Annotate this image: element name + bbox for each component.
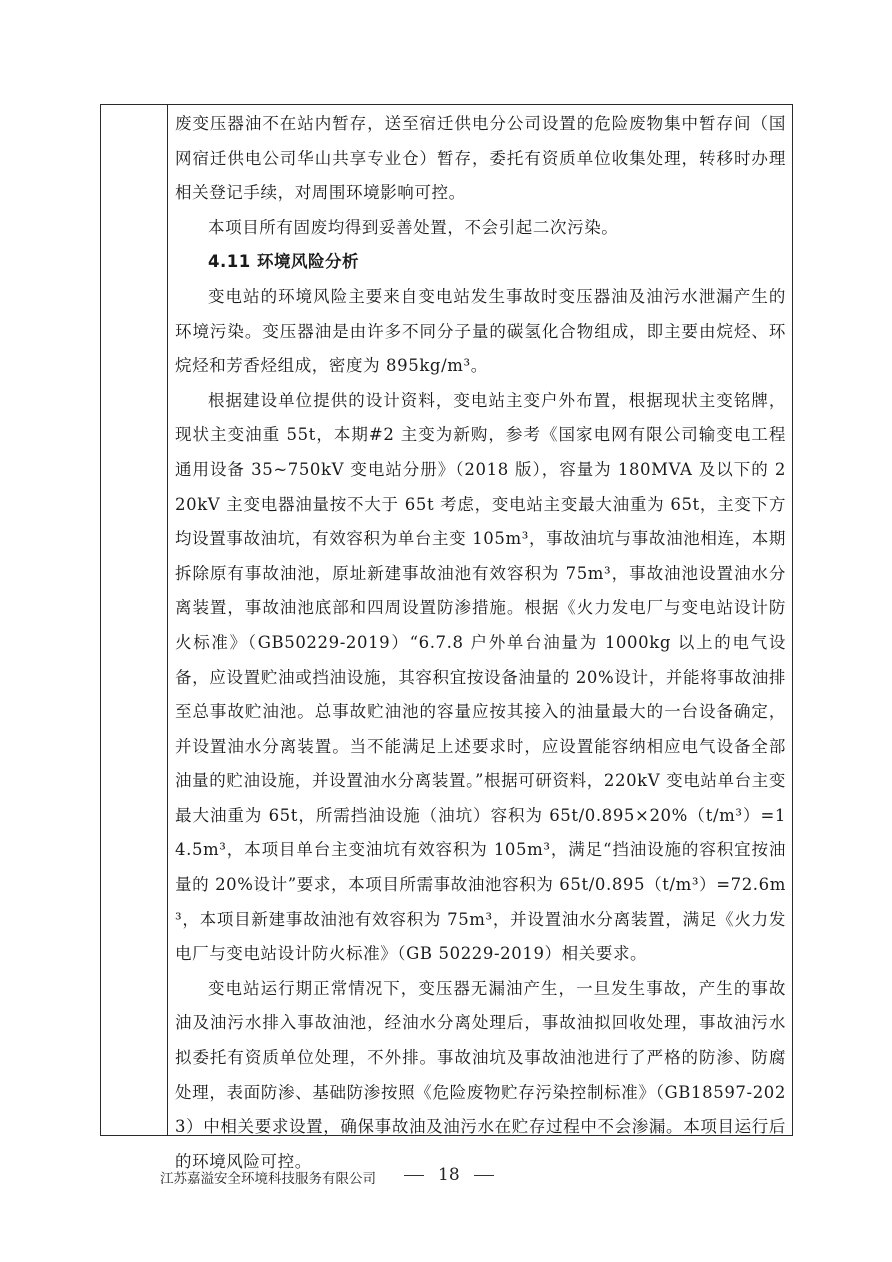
paragraph-operation-risk: 变电站运行期正常情况下，变压器无漏油产生，一旦发生事故，产生的事故油及油污水排入事故油池，经油水分离处理后，事故油拟回收处理，事故油污水拟委托有资质单位处理，不外排。事故油坑及事故油池进行了严格的防渗、防腐处理，表面防渗、基础防渗按照《危险废物贮存污染控制标准》（GB18597-2023）中相关要求设置，确保事故油及油污水在贮存过程中不会渗漏。本项目运行后的环境风险可控。 — [175, 978, 786, 1171]
content-table — [100, 104, 793, 1171]
page-footer — [0, 1163, 892, 1193]
page-number-value: 18 — [438, 1165, 460, 1185]
dash-right — [474, 1175, 494, 1176]
paragraph-risk-source: 变电站的环境风险主要来自变电站发生事故时变压器油及油污水泄漏产生的环境污染。变压器油是由许多不同分子量的碳氢化合物组成，即主要由烷烃、环烷烃和芳香烃组成，密度为 895kg/m³。 — [175, 286, 786, 376]
dash-left — [404, 1175, 424, 1176]
table-left-column — [101, 105, 168, 1135]
footer-company-name: 江苏嘉溢安全环境科技服务有限公司 — [160, 1171, 376, 1187]
table-content-cell — [175, 107, 786, 1179]
paragraph-hazardous-waste: 废变压器油不在站内暂存，送至宿迁供电分公司设置的危险废物集中暂存间（国网宿迁供电公司华山共享专业仓）暂存，委托有资质单位收集处理，转移时办理相关登记手续，对周围环境影响可控。 — [175, 114, 786, 203]
section-heading-risk-analysis: 4.11 环境风险分析 — [208, 252, 359, 272]
paragraph-solid-waste-summary: 本项目所有固废均得到妥善处置，不会引起二次污染。 — [208, 217, 619, 237]
paragraph-design-data: 根据建设单位提供的设计资料，变电站主变户外布置，根据现状主变铭牌，现状主变油重 55t，本期#2 主变为新购，参考《国家电网有限公司输变电工程通用设备 35~750kV 变电站分册》（2018 版），容量为 180MVA 及以下的 220kV 主变电器油量按不大于 65t 考虑，变电站主变最大油重为 65t，主变下方均设置事故油坑，有效容积为单台主变 105m³，事故油坑与事故油池相连，本期拆除原有事故油池，原址新建事故油池有效容积为 75m³，事故油池设置油水分离装置，事故油池底部和四周设置防渗措施。根据《火力发电厂与变电站设计防火标准》（GB50229-2019）“6.7.8 户外单台油量为 1000kg 以上的电气设备，应设置贮油或挡油设施，其容积宜按设备油量的 20%设计，并能将事故油排至总事故贮油池。总事故贮油池的容量应按其接入的油量最大的一台设备确定，并设置油水分离装置。当不能满足上述要求时，应设置能容纳相应电气设备全部油量的贮油设施，并设置油水分离装置。”根据可研资料，220kV 变电站单台主变最大油重为 65t，所需挡油设施（油坑）容积为 65t/0.895×20%（t/m³）=14.5m³，本项目单台主变油坑有效容积为 105m³，满足“挡油设施的容积宜按油量的 20%设计”要求，本项目所需事故油池容积为 65t/0.895（t/m³）=72.6m³，本项目新建事故油池有效容积为 75m³，并设置油水分离装置，满足《火力发电厂与变电站设计防火标准》（GB 50229-2019）相关要求。 — [175, 390, 786, 964]
page-number — [404, 1165, 494, 1185]
